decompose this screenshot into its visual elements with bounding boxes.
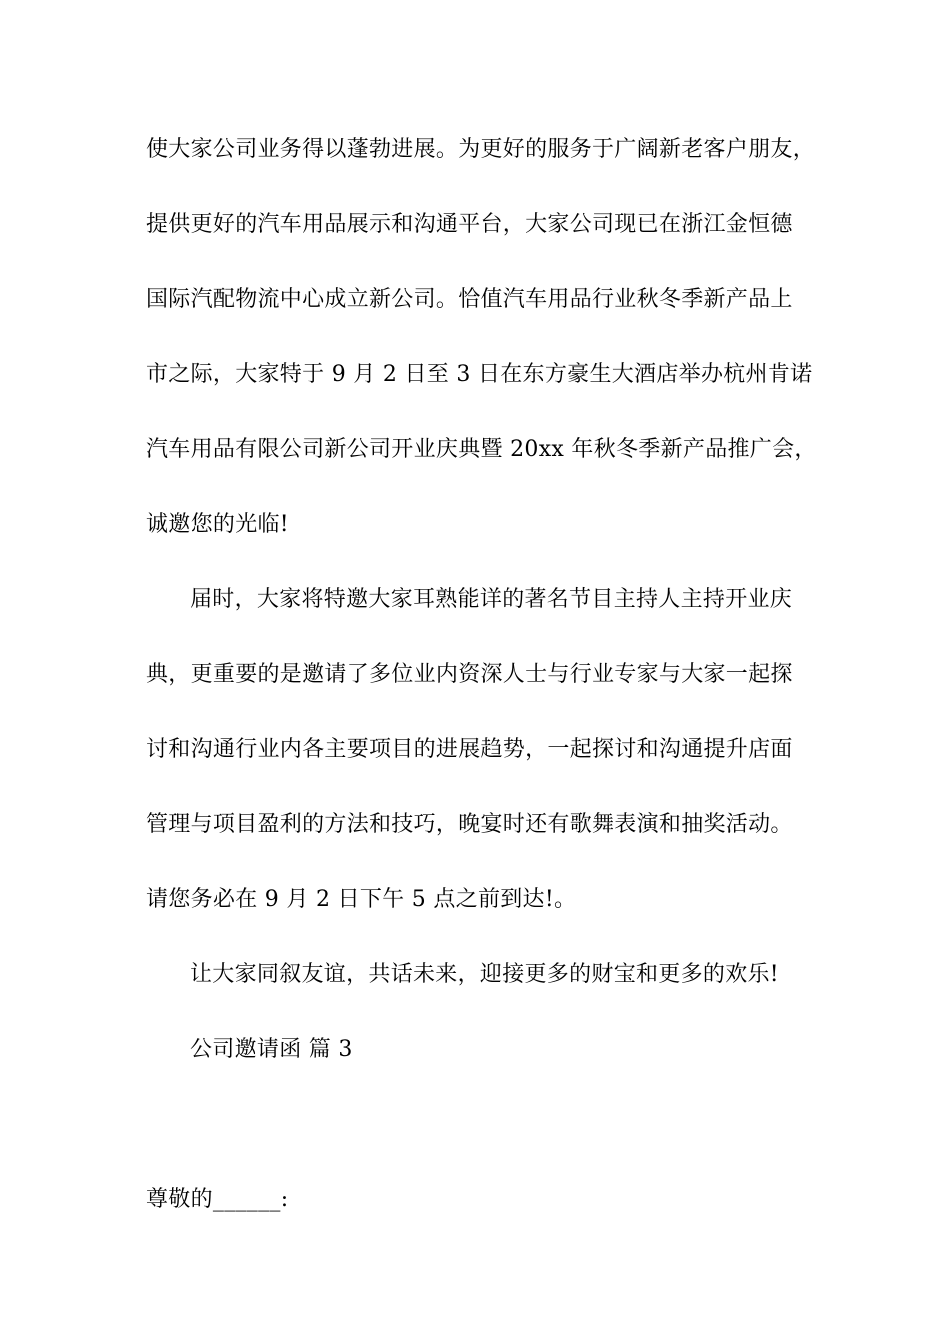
paragraph-2-line-1: 届时，大家将特邀大家耳熟能详的著名节目主持人主持开业庆 (190, 587, 793, 612)
paragraph-2-line-4: 管理与项目盈利的方法和技巧，晚宴时还有歌舞表演和抽奖活动。 (146, 812, 793, 837)
paragraph-2-line-5: 请您务必在 9 月 2 日下午 5 点之前到达!。 (146, 887, 577, 912)
paragraph-2-line-3: 讨和沟通行业内各主要项目的进展趋势，一起探讨和沟通提升店面 (146, 737, 793, 762)
paragraph-1-line-4: 市之际，大家特于 9 月 2 日至 3 日在东方豪生大酒店举办杭州肯诺 (146, 362, 813, 387)
paragraph-1-line-2: 提供更好的汽车用品展示和沟通平台，大家公司现已在浙江金恒德 (146, 212, 793, 237)
paragraph-1-line-1: 使大家公司业务得以蓬勃进展。为更好的服务于广阔新老客户朋友， (146, 137, 816, 162)
paragraph-1-line-5: 汽车用品有限公司新公司开业庆典暨 20xx 年秋冬季新产品推广会， (146, 437, 817, 462)
paragraph-2-line-2: 典，更重要的是邀请了多位业内资深人士与行业专家与大家一起探 (146, 662, 793, 687)
paragraph-1-line-6: 诚邀您的光临! (146, 512, 289, 537)
section-heading: 公司邀请函 篇 3 (190, 1037, 353, 1062)
salutation: 尊敬的______: (146, 1187, 289, 1212)
paragraph-3: 让大家同叙友谊，共话未来，迎接更多的财宝和更多的欢乐! (190, 962, 779, 987)
paragraph-1-line-3: 国际汽配物流中心成立新公司。恰值汽车用品行业秋冬季新产品上 (146, 287, 793, 312)
